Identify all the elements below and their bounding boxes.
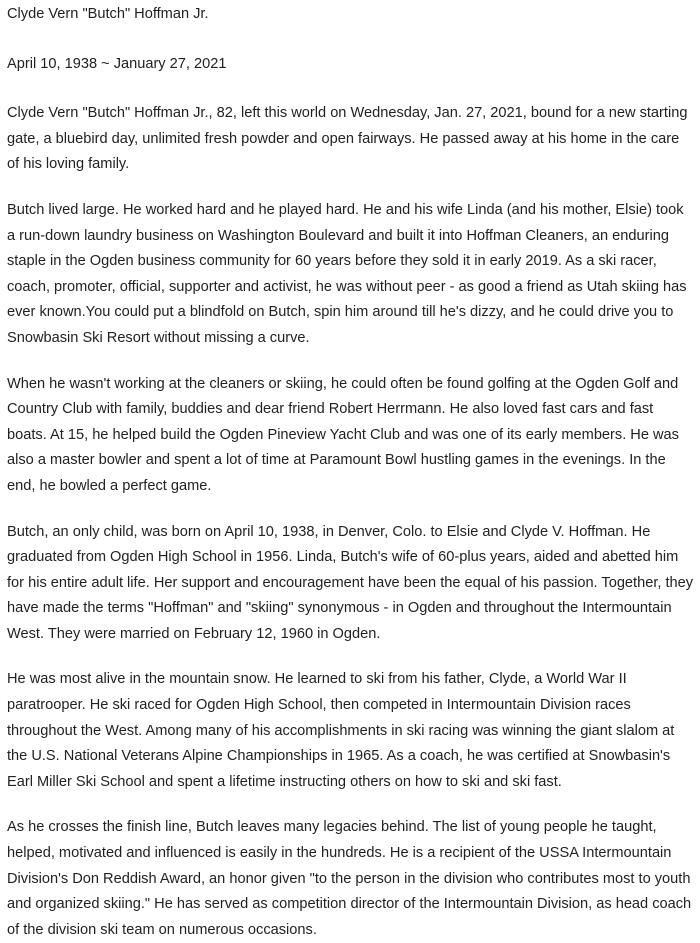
paragraph-business: Butch lived large. He worked hard and he played hard. He and his wife Linda (and his mother, Elsie) took a run-down laundry business on Washington Boulevard and built it into Hoffman Cleaners, an enduring staple in the Ogden business community for 60 years before they sold it in early 2019. As a ski racer, coach, promoter, official, supporter and activist, he was without peer - as good a friend as Utah skiing has ever known.You could put a blindfold on Butch, spin him around till he's dizzy, and he could drive you to Snowbasin Ski Resort without missing a curve.	[7, 201, 687, 346]
paragraph-legacy: As he crosses the finish line, Butch leaves many legacies behind. The list of young people he taught, helped, motivated and influenced is easily in the hundreds. He is a recipient of the USSA Intermountain Division's Don Reddish Award, an honor given "to the person in the division who contributes most to youth and organized skiing." He has served as competition director of the Intermountain Division, as head coach of the division ski team on numerous occasions.	[7, 819, 692, 938]
paragraph-early-life: Butch, an only child, was born on April 10, 1938, in Denver, Colo. to Elsie and Clyde V. Hoffman. He graduated from Ogden High School in 1956. Linda, Butch's wife of 60-plus years, aided and abetted him for his entire adult life. Her support and encouragement have been the equal of his passion. Together, they have made the terms "Hoffman" and "skiing" synonymous - in Ogden and throughout the Intermountain West. They were married on February 12, 1960 in Ogden.	[7, 523, 694, 642]
paragraph-skiing: He was most alive in the mountain snow. He learned to ski from his father, Clyde, a World War II paratrooper. He ski raced for Ogden High School, then competed in Intermountain Division races throughout the West. Among many of his accomplishments in ski racing was winning the giant slalom at the U.S. National Veterans Alpine Championships in 1965. As a coach, he was certified at Snowbasin's Earl Miller Ski School and spent a lifetime instructing others on how to ski and ski fast.	[7, 671, 675, 790]
obituary-dates: April 10, 1938 ~ January 27, 2021	[7, 55, 227, 72]
paragraph-hobbies: When he wasn't working at the cleaners or skiing, he could often be found golfing at the Ogden Golf and Country Club with family, buddies and dear friend Robert Herrmann. He also loved fast cars and fast boats. At 15, he helped build the Ogden Pineview Yacht Club and was one of its early members. He was also a master bowler and spent a lot of time at Paramount Bowl hustling games in the evenings. In the end, he bowled a perfect game.	[7, 375, 679, 494]
obituary-name: Clyde Vern "Butch" Hoffman Jr.	[7, 6, 209, 22]
paragraph-intro: Clyde Vern "Butch" Hoffman Jr., 82, left this world on Wednesday, Jan. 27, 2021, bound for a new starting gate, a bluebird day, unlimited fresh powder and open fairways. He passed away at his home in the care of his loving family.	[7, 105, 688, 173]
